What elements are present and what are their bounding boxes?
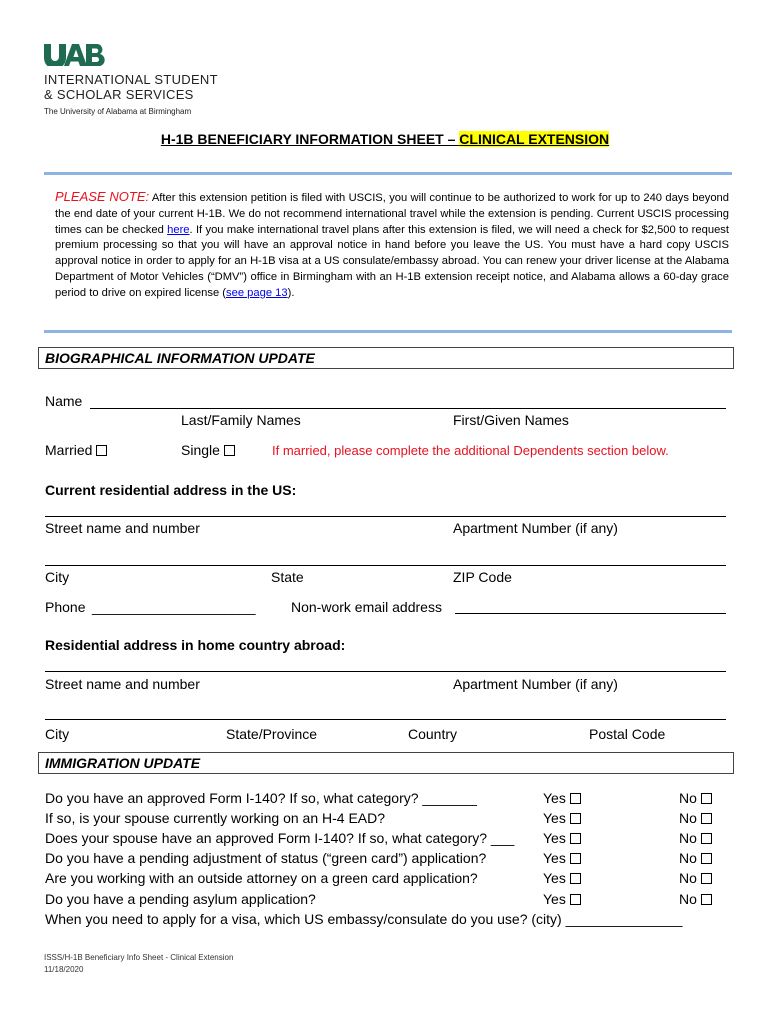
please-note-paragraph — [55, 189, 729, 302]
yes-option-i140[interactable] — [543, 790, 581, 806]
question-spouse-i140: Does your spouse have an approved Form I-140? If so, what category? ___ — [45, 830, 515, 846]
isss-logo — [44, 44, 234, 116]
no-option-green-card[interactable] — [679, 850, 712, 866]
note-text-3: ). — [287, 286, 295, 299]
uab-logo-icon — [44, 44, 106, 66]
no-option-asylum[interactable] — [679, 891, 712, 907]
us-address-heading: Current residential address in the US: — [45, 482, 297, 498]
question-green-card: Do you have a pending adjustment of status (“green card”) application? — [45, 850, 487, 866]
question-attorney: Are you working with an outside attorney on a green card application? — [45, 870, 478, 886]
yes-checkbox[interactable] — [570, 833, 581, 844]
no-checkbox[interactable] — [701, 833, 712, 844]
question-visa-consulate[interactable]: When you need to apply for a visa, which US embassy/consulate do you use? (city) _______________ — [45, 911, 683, 927]
yes-label: Yes — [543, 870, 566, 886]
name-field[interactable] — [90, 408, 726, 409]
question-asylum: Do you have a pending asylum application? — [45, 891, 316, 907]
yes-checkbox[interactable] — [570, 873, 581, 884]
yes-option-spouse-i140[interactable] — [543, 830, 581, 846]
yes-label: Yes — [543, 850, 566, 866]
postal-code-label: Postal Code — [589, 726, 666, 742]
last-names-label: Last/Family Names — [181, 412, 301, 428]
institution-name: The University of Alabama at Birmingham — [44, 107, 192, 116]
yes-option-green-card[interactable] — [543, 850, 581, 866]
single-checkbox[interactable] — [224, 445, 235, 456]
divider-bottom — [44, 330, 732, 333]
yes-checkbox[interactable] — [570, 894, 581, 905]
question-h4-ead: If so, is your spouse currently working on an H-4 EAD? — [45, 810, 386, 826]
home-street-field[interactable] — [45, 671, 726, 672]
no-checkbox[interactable] — [701, 813, 712, 824]
divider-top — [44, 172, 732, 175]
yes-label: Yes — [543, 790, 566, 806]
logo-line-2: & SCHOLAR SERVICES — [44, 87, 194, 102]
yes-checkbox[interactable] — [570, 813, 581, 824]
question-i140: Do you have an approved Form I-140? If so, what category? _______ — [45, 790, 477, 806]
us-street-field[interactable] — [45, 516, 726, 517]
no-checkbox[interactable] — [701, 873, 712, 884]
yes-label: Yes — [543, 810, 566, 826]
no-option-i140[interactable] — [679, 790, 712, 806]
home-street-label: Street name and number — [45, 676, 200, 692]
no-option-spouse-i140[interactable] — [679, 830, 712, 846]
single-option[interactable] — [181, 442, 235, 458]
bio-section-heading: BIOGRAPHICAL INFORMATION UPDATE — [38, 347, 734, 369]
note-text-1: After this extension petition is filed with USCIS, you will continue to be authorized to work for up to 240 days beyond the end date of your current H-1B. We do not recommend international travel while the extension is pending. Current USCIS processing times can be checked — [55, 192, 730, 236]
title-main: H-1B BENEFICIARY INFORMATION SHEET – — [160, 131, 460, 147]
yes-option-h4-ead[interactable] — [543, 810, 581, 826]
note-lead: PLEASE NOTE: — [55, 189, 150, 204]
footer-doc-name: ISSS/H-1B Beneficiary Info Sheet - Clinical Extension — [44, 953, 234, 962]
yes-option-asylum[interactable] — [543, 891, 581, 907]
yes-checkbox[interactable] — [570, 853, 581, 864]
us-zip-label: ZIP Code — [453, 569, 512, 585]
page-title — [0, 131, 770, 147]
note-text-2: . If you make international travel plans after this extension is filed, we will need a check for $2,500 to request premium processing so that you will have an approval notice in hand before you leave the US. You must have a hard copy USCIS approval notice in order to apply for an H-1B visa at a US consulate/embassy abroad. You can renew your driver license at the Alabama Department of Motor Vehicles (“DMV”) office in Birmingham with an H-1B extension receipt notice, and Alabama allows a 60-day grace period to drive on expired license ( — [55, 223, 729, 299]
no-label: No — [679, 790, 697, 806]
no-option-h4-ead[interactable] — [679, 810, 712, 826]
email-label: Non-work email address — [291, 599, 442, 615]
us-city-field[interactable] — [45, 565, 726, 566]
phone-label: Phone — [45, 599, 86, 615]
single-label: Single — [181, 442, 220, 458]
yes-option-attorney[interactable] — [543, 870, 581, 886]
us-state-label: State — [271, 569, 304, 585]
no-label: No — [679, 850, 697, 866]
title-highlight: CLINICAL EXTENSION — [459, 131, 610, 147]
yes-label: Yes — [543, 830, 566, 846]
us-apartment-label: Apartment Number (if any) — [453, 520, 618, 536]
email-field[interactable] — [455, 613, 726, 614]
footer-date: 11/18/2020 — [44, 965, 84, 974]
no-label: No — [679, 891, 697, 907]
yes-label: Yes — [543, 891, 566, 907]
see-page-13-link[interactable]: see page 13 — [226, 286, 288, 299]
us-city-label: City — [45, 569, 70, 585]
home-apartment-label: Apartment Number (if any) — [453, 676, 618, 692]
country-label: Country — [408, 726, 458, 742]
no-label: No — [679, 810, 697, 826]
home-address-heading: Residential address in home country abroad: — [45, 637, 346, 653]
name-label: Name — [45, 393, 83, 409]
no-option-attorney[interactable] — [679, 870, 712, 886]
yes-checkbox[interactable] — [570, 793, 581, 804]
first-names-label: First/Given Names — [453, 412, 569, 428]
us-street-label: Street name and number — [45, 520, 200, 536]
logo-line-1: INTERNATIONAL STUDENT — [44, 72, 218, 87]
no-checkbox[interactable] — [701, 894, 712, 905]
home-city-label: City — [45, 726, 70, 742]
immigration-section-heading: IMMIGRATION UPDATE — [38, 752, 734, 774]
state-province-label: State/Province — [226, 726, 318, 742]
no-label: No — [679, 870, 697, 886]
married-option[interactable] — [45, 442, 107, 458]
no-checkbox[interactable] — [701, 853, 712, 864]
married-note: If married, please complete the additional Dependents section below. — [272, 443, 669, 458]
married-checkbox[interactable] — [96, 445, 107, 456]
page-footer — [44, 952, 233, 976]
no-checkbox[interactable] — [701, 793, 712, 804]
here-link[interactable]: here — [167, 223, 190, 236]
no-label: No — [679, 830, 697, 846]
married-label: Married — [45, 442, 93, 458]
home-city-field[interactable] — [45, 719, 726, 720]
phone-field[interactable]: _____________________ — [92, 599, 256, 615]
